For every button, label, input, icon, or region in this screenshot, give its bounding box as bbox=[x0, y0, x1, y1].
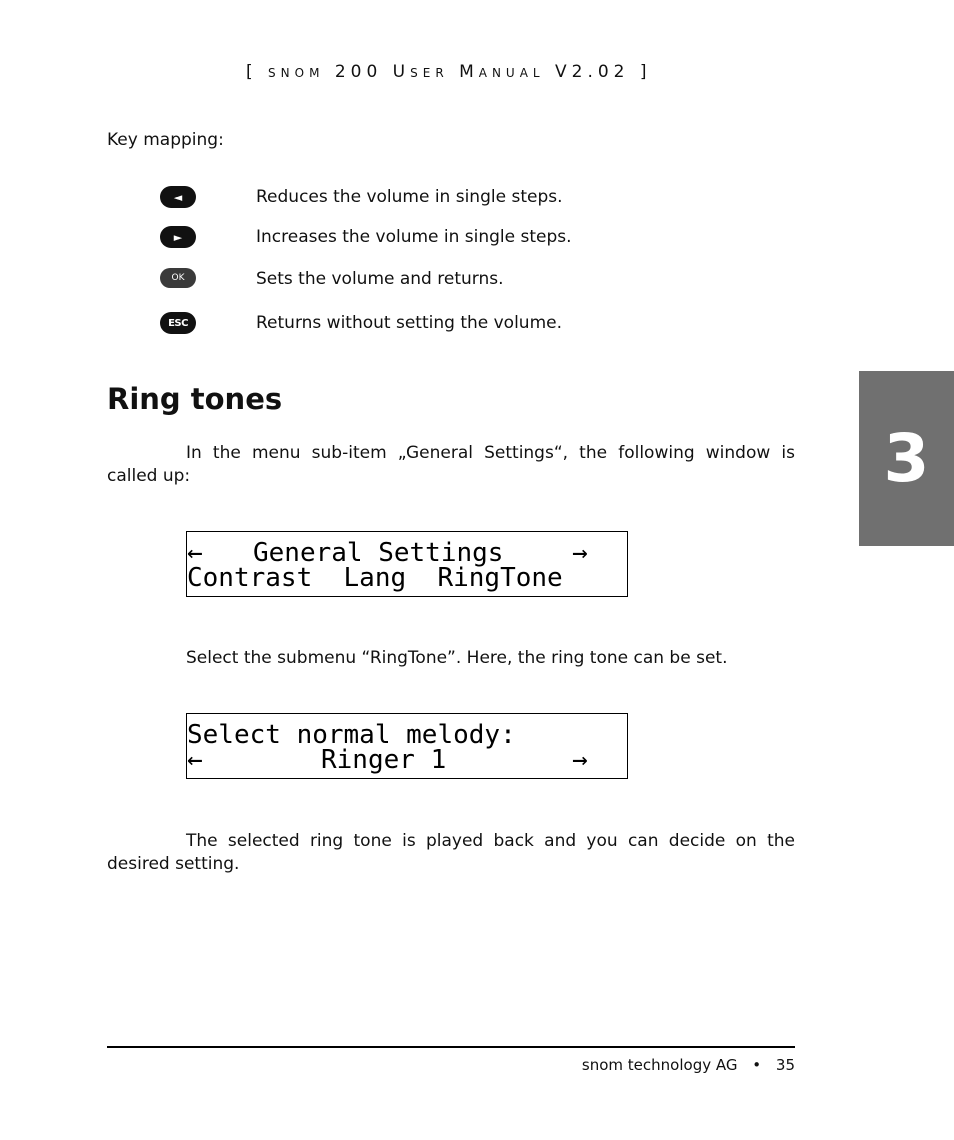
page-footer bbox=[582, 1056, 795, 1074]
ok-key-icon: OK bbox=[160, 268, 196, 288]
right-arrow-key-icon: ► bbox=[160, 226, 196, 248]
key-description: Sets the volume and returns. bbox=[256, 269, 504, 289]
key-row-right bbox=[160, 226, 800, 252]
right-arrow-icon: → bbox=[572, 745, 588, 775]
key-row-left bbox=[160, 186, 800, 212]
footer-company: snom technology AG bbox=[581, 1056, 738, 1074]
lcd-line bbox=[187, 563, 627, 593]
left-arrow-icon: ← bbox=[187, 745, 203, 775]
chapter-tab: 3 bbox=[859, 371, 954, 546]
esc-key-icon: ESC bbox=[160, 312, 196, 334]
key-description: Returns without setting the volume. bbox=[256, 313, 563, 333]
footer-bullet: • bbox=[752, 1056, 762, 1074]
footer-divider bbox=[107, 1046, 795, 1048]
lcd-display-melody bbox=[186, 713, 628, 779]
key-description: Increases the volume in single steps. bbox=[256, 227, 572, 247]
instruction-paragraph: Select the submenu “RingTone”. Here, the ring tone can be set. bbox=[186, 648, 728, 668]
running-header: [ snom 200 User Manual V2.02 ] bbox=[246, 62, 652, 82]
lcd-line bbox=[187, 745, 627, 775]
left-arrow-icon: ← bbox=[187, 538, 203, 568]
lcd-display-general-settings bbox=[186, 531, 628, 597]
right-arrow-icon: → bbox=[572, 538, 588, 568]
lcd-menu-options: Contrast Lang RingTone bbox=[187, 563, 563, 593]
lcd-ringer-value: Ringer 1 bbox=[321, 745, 447, 775]
key-row-esc bbox=[160, 312, 800, 338]
lcd-prompt: Select normal melody: bbox=[187, 720, 516, 750]
page-number: 35 bbox=[775, 1056, 795, 1074]
left-arrow-key-icon: ◄ bbox=[160, 186, 196, 208]
key-mapping-label: Key mapping: bbox=[107, 130, 224, 150]
section-title: Ring tones bbox=[107, 382, 283, 416]
intro-paragraph: In the menu sub-item „General Settings“, the following window is called up: bbox=[107, 443, 795, 486]
key-row-ok bbox=[160, 268, 800, 294]
key-description: Reduces the volume in single steps. bbox=[256, 187, 563, 207]
lcd-title: General Settings bbox=[253, 538, 504, 568]
closing-paragraph: The selected ring tone is played back and you can decide on the desired setting. bbox=[107, 831, 795, 874]
